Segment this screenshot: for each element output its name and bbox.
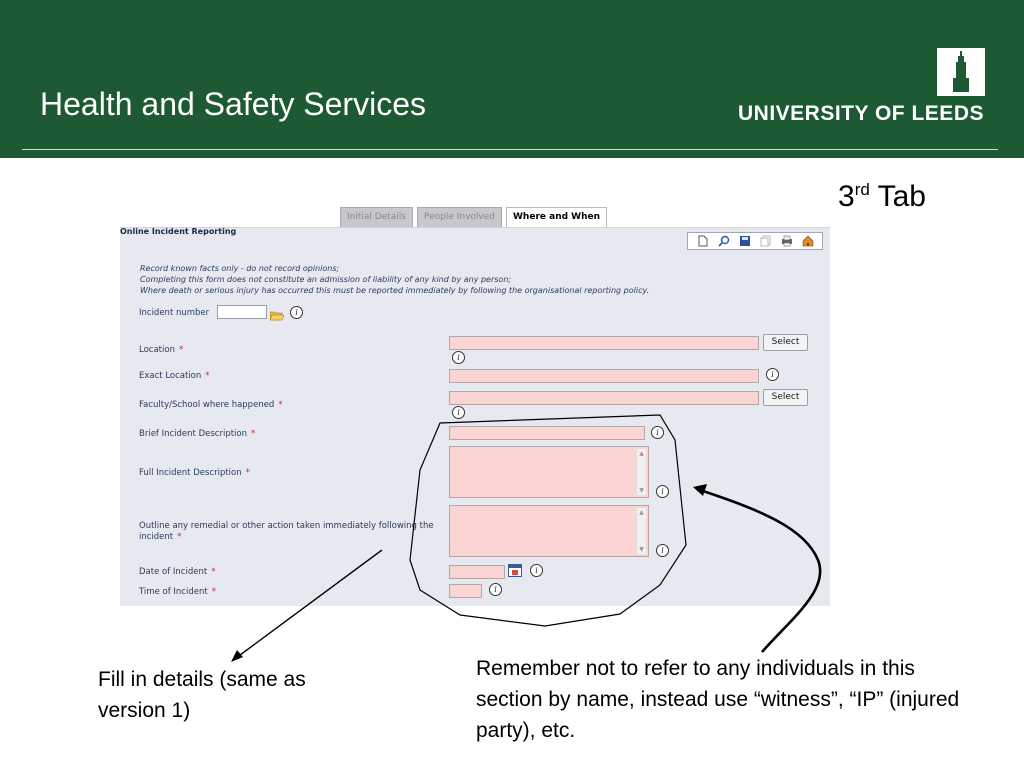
date-label-text: Date of Incident xyxy=(139,567,208,577)
incident-number-input[interactable] xyxy=(217,305,267,319)
banner-title: Health and Safety Services xyxy=(40,86,426,122)
tab-note-suffix: rd xyxy=(854,180,870,199)
university-logo-icon xyxy=(937,48,985,96)
tab-where-and-when[interactable]: Where and When xyxy=(506,207,607,227)
calendar-icon[interactable] xyxy=(508,564,522,577)
location-input[interactable] xyxy=(449,336,759,350)
required-mark: * xyxy=(211,587,216,597)
exact-location-input[interactable] xyxy=(449,369,759,383)
tab-people-involved[interactable]: People Involved xyxy=(417,207,502,227)
search-icon[interactable] xyxy=(718,235,730,247)
required-mark: * xyxy=(245,468,250,478)
caption-right: Remember not to refer to any individuals in this section by name, instead use “witness”, “IP” (injured party), etc. xyxy=(476,657,960,742)
faculty-label-text: Faculty/School where happened xyxy=(139,400,275,410)
info-icon[interactable]: i xyxy=(452,406,465,419)
scroll-up-arrow-icon[interactable]: ▲ xyxy=(639,450,644,457)
notice-line: Completing this form does not constitute an admission of liability of any kind by any person; xyxy=(140,275,512,284)
brief-description-label xyxy=(139,429,255,439)
new-document-icon[interactable] xyxy=(697,235,709,247)
time-of-incident-label xyxy=(139,587,216,597)
faculty-select-button[interactable]: Select xyxy=(763,389,808,406)
app-title: Online Incident Reporting xyxy=(120,227,237,236)
info-icon[interactable]: i xyxy=(290,306,303,319)
info-icon[interactable]: i xyxy=(651,426,664,439)
full-description-label xyxy=(139,468,250,478)
form-toolbar xyxy=(687,232,823,250)
notice-line: Where death or serious injury has occurred this must be reported immediately by following the organisational reporting policy. xyxy=(140,286,650,295)
time-of-incident-input[interactable] xyxy=(449,584,482,598)
scroll-down-arrow-icon[interactable]: ▼ xyxy=(639,546,644,553)
tab-note-text: Tab xyxy=(869,180,926,213)
textarea-scrollbar[interactable] xyxy=(636,449,646,495)
form-tabs xyxy=(340,207,611,227)
tab-note xyxy=(838,180,926,214)
incident-number-label: Incident number xyxy=(139,308,210,318)
notice-line: Record known facts only - do not record opinions; xyxy=(140,264,340,273)
outline-action-label xyxy=(139,521,444,543)
print-icon[interactable] xyxy=(781,235,793,247)
tab-initial-details[interactable]: Initial Details xyxy=(340,207,413,227)
location-select-button[interactable]: Select xyxy=(763,334,808,351)
outline-action-label-text: Outline any remedial or other action taken immediately following the incident xyxy=(139,521,434,542)
open-folder-icon[interactable] xyxy=(270,306,284,317)
faculty-input[interactable] xyxy=(449,391,759,405)
exact-location-label xyxy=(139,371,210,381)
form-notice xyxy=(140,263,649,296)
exact-location-label-text: Exact Location xyxy=(139,371,202,381)
slide-banner xyxy=(0,0,1024,158)
required-mark: * xyxy=(211,567,216,577)
banner-divider xyxy=(22,149,998,150)
info-icon[interactable]: i xyxy=(452,351,465,364)
copy-icon[interactable] xyxy=(760,235,772,247)
required-mark: * xyxy=(278,400,283,410)
required-mark: * xyxy=(177,532,182,542)
required-mark: * xyxy=(178,345,184,355)
time-label-text: Time of Incident xyxy=(139,587,208,597)
info-icon[interactable]: i xyxy=(766,368,779,381)
tab-note-number: 3 xyxy=(838,180,855,213)
info-icon[interactable]: i xyxy=(489,583,502,596)
required-mark: * xyxy=(251,429,256,439)
location-label-text: Location xyxy=(139,345,175,355)
required-mark: * xyxy=(205,371,210,381)
faculty-label xyxy=(139,400,283,410)
date-of-incident-input[interactable] xyxy=(449,565,505,579)
full-description-textarea[interactable] xyxy=(449,446,649,498)
scroll-up-arrow-icon[interactable]: ▲ xyxy=(639,509,644,516)
textarea-scrollbar[interactable] xyxy=(636,508,646,554)
caption-left: Fill in details (same as version 1) xyxy=(98,668,306,722)
info-icon[interactable]: i xyxy=(656,544,669,557)
scroll-down-arrow-icon[interactable]: ▼ xyxy=(639,487,644,494)
brief-description-input[interactable] xyxy=(449,426,645,440)
full-description-label-text: Full Incident Description xyxy=(139,468,242,478)
university-logo-text: UNIVERSITY OF LEEDS xyxy=(738,102,984,125)
save-icon[interactable] xyxy=(739,235,751,247)
date-of-incident-label xyxy=(139,567,215,577)
info-icon[interactable]: i xyxy=(656,485,669,498)
brief-description-label-text: Brief Incident Description xyxy=(139,429,247,439)
home-icon[interactable] xyxy=(802,235,814,247)
outline-action-textarea[interactable] xyxy=(449,505,649,557)
info-icon[interactable]: i xyxy=(530,564,543,577)
left-arrow-head xyxy=(231,650,243,662)
incident-form-screenshot xyxy=(120,207,830,605)
location-label xyxy=(139,345,183,355)
